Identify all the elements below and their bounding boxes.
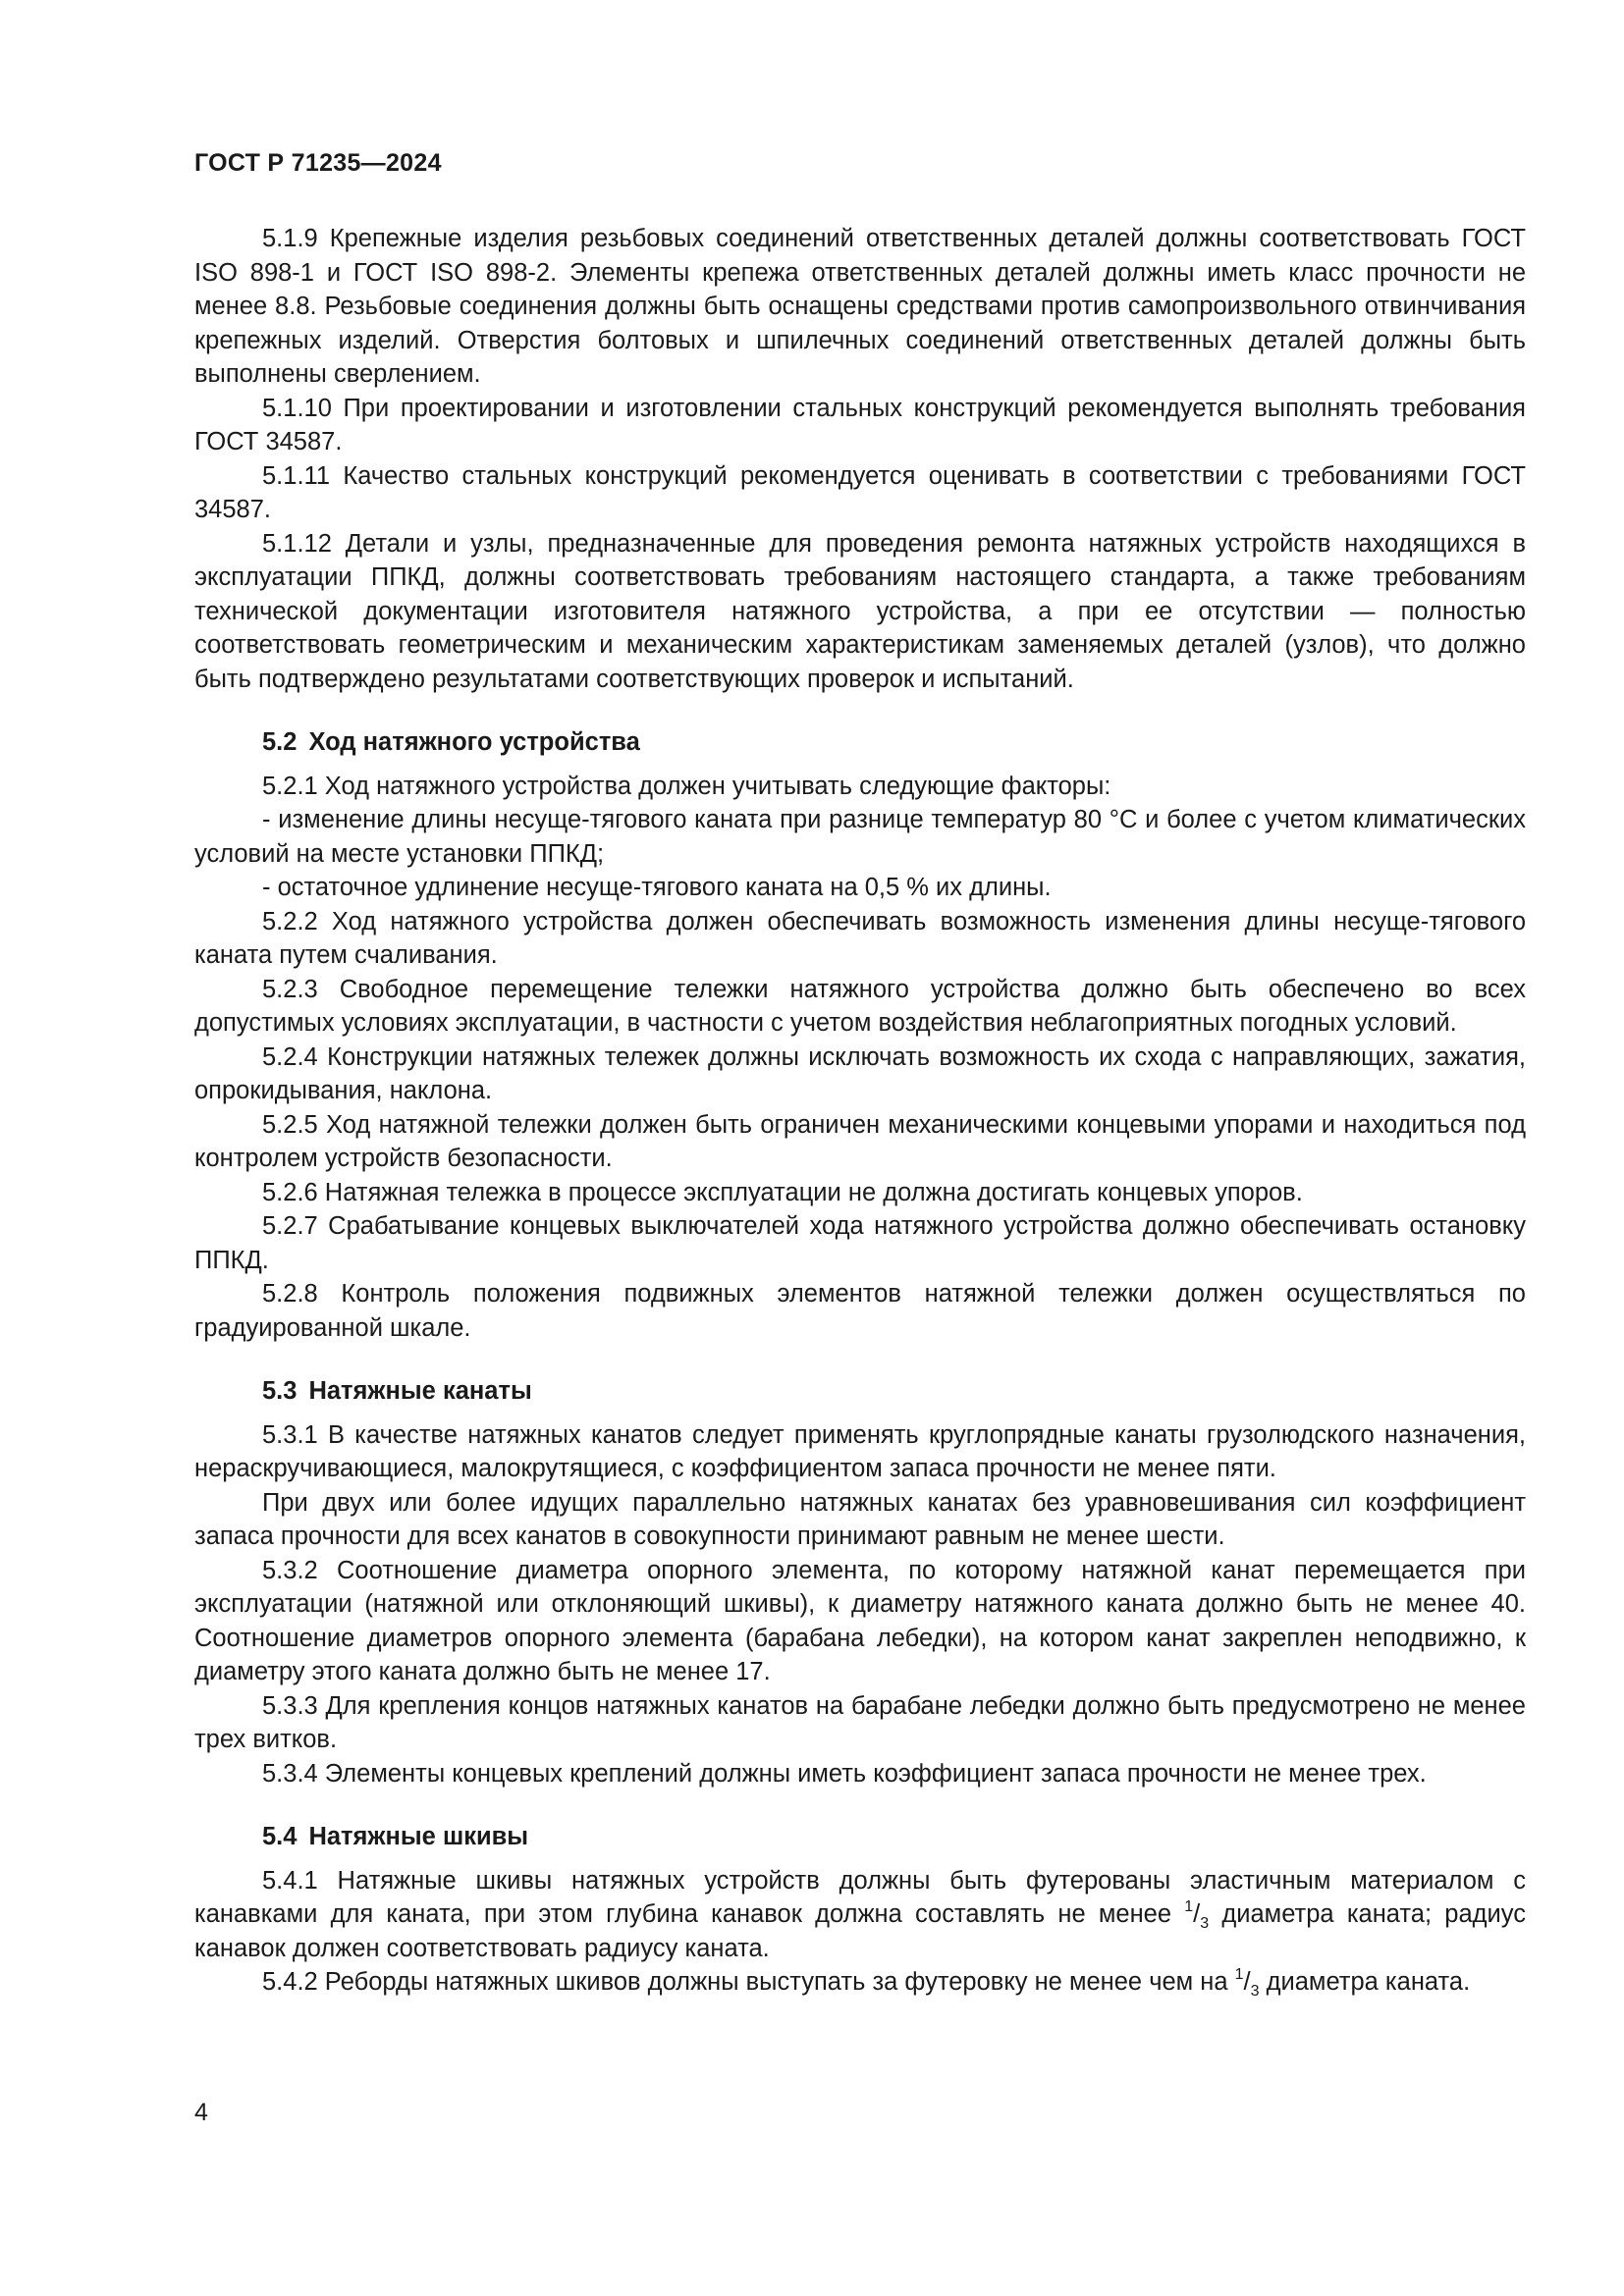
paragraph-5-2-8: 5.2.8 Контроль положения подвижных элементов натяжной тележки должен осуществляться по градуированной шкале. [194, 1280, 1526, 1342]
text-run: диаметра каната; радиус канавок должен соответствовать радиусу каната. [194, 1900, 1526, 1962]
paragraph-5-2-6: 5.2.6 Натяжная тележка в процессе эксплуатации не должна достигать концевых упоров. [262, 1178, 1303, 1206]
fraction-denominator: 3 [1250, 1983, 1260, 2000]
paragraph-5-3-1-continued: При двух или более идущих параллельно натяжных канатах без уравновешивания сил коэффициент запаса прочности для всех канатов в совокупности принимают равным не менее шести. [194, 1488, 1526, 1550]
section-number: 5.3 [262, 1377, 298, 1405]
paragraph-5-2-1: 5.2.1 Ход натяжного устройства должен учитывать следующие факторы: [262, 772, 1111, 800]
paragraph-5-1-9: 5.1.9 Крепежные изделия резьбовых соединений ответственных деталей должны соответствовать ГОСТ ISO 898-1 и ГОСТ ISO 898-2. Элементы крепежа ответственных деталей должны иметь класс прочности не менее 8.8. Резьбовые соединения должны быть оснащены средствами против самопроизвольного отвинчивания крепежных изделий. Отверстия болтовых и шпилечных соединений ответственных деталей должны быть выполнены сверлением. [194, 225, 1526, 388]
paragraph-5-1-10: 5.1.10 При проектировании и изготовлении стальных конструкций рекомендуется выполнять требования ГОСТ 34587. [194, 394, 1526, 455]
section-title: Натяжные канаты [308, 1377, 532, 1405]
fraction-numerator: 1 [1234, 1966, 1244, 1983]
paragraph-5-2-4: 5.2.4 Конструкции натяжных тележек должны исключать возможность их схода с направляющих, зажатия, опрокидывания, наклона. [194, 1042, 1526, 1104]
list-item: - остаточное удлинение несуще-тягового каната на 0,5 % их длины. [262, 874, 1052, 901]
section-heading-5-3 [194, 1374, 1526, 1409]
section-title: Натяжные шкивы [308, 1823, 529, 1850]
section-heading-5-2 [194, 725, 1526, 760]
page-body [194, 222, 1526, 2000]
paragraph-5-3-2: 5.3.2 Соотношение диаметра опорного элемента, по которому натяжной канат перемещается при эксплуатации (натяжной или отклоняющий шкивы), к диаметру натяжного каната должно быть не менее 40. Соотношение диаметров опорного элемента (барабана лебедки), на котором канат закреплен неподвижно, к диаметру этого каната должно быть не менее 17. [194, 1556, 1526, 1685]
list-item: - изменение длины несуще-тягового каната при разнице температур 80 °С и более с учетом климатических условий на месте установки ППКД; [194, 806, 1526, 868]
paragraph-5-3-3: 5.3.3 Для крепления концов натяжных канатов на барабане лебедки должно быть предусмотрено не менее трех витков. [194, 1691, 1526, 1753]
text-run: 5.4.2 Реборды натяжных шкивов должны выступать за футеровку не менее чем на [262, 1968, 1235, 1996]
paragraph-5-2-5: 5.2.5 Ход натяжной тележки должен быть ограничен механическими концевыми упорами и находиться под контролем устройств безопасности. [194, 1110, 1526, 1172]
standard-header: ГОСТ Р 71235—2024 [194, 149, 442, 177]
paragraph-5-2-3: 5.2.3 Свободное перемещение тележки натяжного устройства должно быть обеспечено во всех допустимых условиях эксплуатации, в частности с учетом воздействия неблагоприятных погодных условий. [194, 975, 1526, 1037]
paragraph-5-2-2: 5.2.2 Ход натяжного устройства должен обеспечивать возможность изменения длины несуще-тягового каната путем счаливания. [194, 907, 1526, 969]
paragraph-5-3-1: 5.3.1 В качестве натяжных канатов следует применять круглопрядные канаты грузолюдского назначения, нераскручивающиеся, малокрутящиеся, с коэффициентом запаса прочности не менее пяти. [194, 1420, 1526, 1482]
text-run: диаметра каната. [1259, 1968, 1471, 1996]
section-number: 5.2 [262, 728, 298, 756]
fraction-numerator: 1 [1184, 1898, 1194, 1915]
paragraph-5-1-11: 5.1.11 Качество стальных конструкций рекомендуется оценивать в соответствии с требованиями ГОСТ 34587. [194, 461, 1526, 523]
section-title: Ход натяжного устройства [308, 728, 640, 756]
paragraph-5-3-4: 5.3.4 Элементы концевых креплений должны иметь коэффициент запаса прочности не менее трех. [262, 1759, 1427, 1788]
fraction-denominator: 3 [1200, 1915, 1210, 1932]
section-heading-5-4 [194, 1820, 1526, 1854]
paragraph-5-4-1 [194, 1864, 1526, 1966]
section-number: 5.4 [262, 1823, 298, 1850]
fraction-one-third: $^1/_3$ [1184, 1898, 1210, 1932]
paragraph-5-1-12: 5.1.12 Детали и узлы, предназначенные для проведения ремонта натяжных устройств находящихся в эксплуатации ППКД, должны соответствовать требованиям настоящего стандарта, а также требованиям технической документации изготовителя натяжного устройства, а при ее отсутствии — полностью соответствовать геометрическим и механическим характеристикам заменяемых деталей (узлов), что должно быть подтверждено результатами соответствующих проверок и испытаний. [194, 529, 1526, 693]
page-number: 4 [194, 2099, 208, 2126]
paragraph-5-4-2 [194, 1965, 1526, 2000]
fraction-one-third: $^1/_3$ [1234, 1966, 1260, 2000]
paragraph-5-2-7: 5.2.7 Срабатывание концевых выключателей хода натяжного устройства должно обеспечивать остановку ППКД. [194, 1212, 1526, 1274]
text-run: 5.4.1 Натяжные шкивы натяжных устройств должны быть футерованы эластичным материалом с канавками для каната, при этом глубина канавок должна составлять не менее [194, 1866, 1526, 1928]
